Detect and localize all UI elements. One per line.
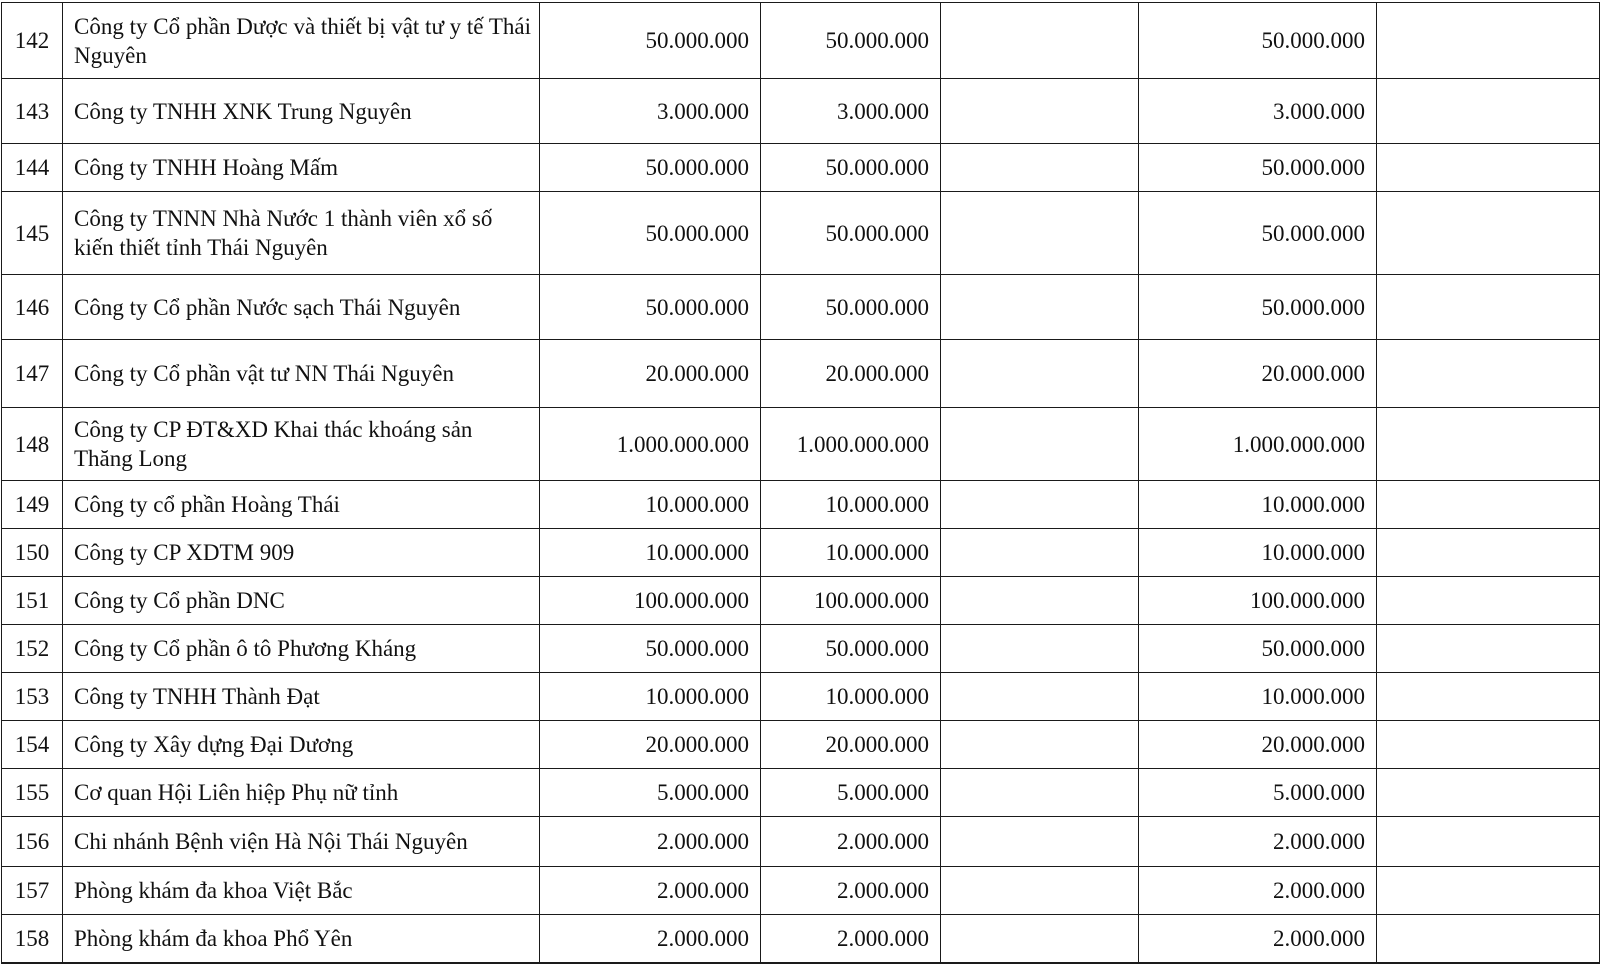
amount-cell: 5.000.000 <box>540 769 761 817</box>
table-row <box>2 867 1600 915</box>
empty-cell <box>941 817 1139 867</box>
organization-name: Công ty Cổ phần Nước sạch Thái Nguyên <box>63 275 540 340</box>
amount-cell: 2.000.000 <box>761 867 941 915</box>
empty-cell <box>1377 673 1600 721</box>
amount-cell: 50.000.000 <box>761 144 941 192</box>
table-row <box>2 915 1600 963</box>
amount-cell: 100.000.000 <box>540 577 761 625</box>
table-row <box>2 144 1600 192</box>
empty-cell <box>1377 192 1600 275</box>
row-number: 149 <box>2 481 63 529</box>
table-row <box>2 408 1600 481</box>
row-number: 157 <box>2 867 63 915</box>
amount-cell: 50.000.000 <box>540 144 761 192</box>
empty-cell <box>1377 817 1600 867</box>
empty-cell <box>941 769 1139 817</box>
organization-name: Phòng khám đa khoa Việt Bắc <box>63 867 540 915</box>
amount-cell: 1.000.000.000 <box>761 408 941 481</box>
organization-name: Công ty Cổ phần Dược và thiết bị vật tư y tế Thái Nguyên <box>63 3 540 79</box>
table-row <box>2 340 1600 408</box>
amount-cell: 100.000.000 <box>761 577 941 625</box>
empty-cell <box>941 144 1139 192</box>
amount-cell: 10.000.000 <box>761 529 941 577</box>
amount-cell: 20.000.000 <box>761 721 941 769</box>
amount-cell: 50.000.000 <box>1139 275 1377 340</box>
amount-cell: 10.000.000 <box>1139 481 1377 529</box>
empty-cell <box>941 275 1139 340</box>
empty-cell <box>941 867 1139 915</box>
empty-cell <box>941 673 1139 721</box>
table-row <box>2 79 1600 144</box>
empty-cell <box>941 340 1139 408</box>
amount-cell: 5.000.000 <box>1139 769 1377 817</box>
amount-cell: 2.000.000 <box>1139 817 1377 867</box>
amount-cell: 10.000.000 <box>540 481 761 529</box>
row-number: 145 <box>2 192 63 275</box>
empty-cell <box>1377 625 1600 673</box>
amount-cell: 50.000.000 <box>761 625 941 673</box>
organization-name: Công ty Cổ phần vật tư NN Thái Nguyên <box>63 340 540 408</box>
amount-cell: 2.000.000 <box>761 915 941 963</box>
empty-cell <box>941 79 1139 144</box>
organization-name: Công ty Xây dựng Đại Dương <box>63 721 540 769</box>
row-number: 146 <box>2 275 63 340</box>
amount-cell: 50.000.000 <box>1139 144 1377 192</box>
row-number: 158 <box>2 915 63 963</box>
empty-cell <box>941 481 1139 529</box>
empty-cell <box>1377 340 1600 408</box>
amount-cell: 50.000.000 <box>540 275 761 340</box>
amount-cell: 5.000.000 <box>761 769 941 817</box>
organization-name: Chi nhánh Bệnh viện Hà Nội Thái Nguyên <box>63 817 540 867</box>
table-row <box>2 625 1600 673</box>
table-row <box>2 275 1600 340</box>
amount-cell: 2.000.000 <box>1139 915 1377 963</box>
amount-cell: 50.000.000 <box>1139 3 1377 79</box>
row-number: 143 <box>2 79 63 144</box>
amount-cell: 3.000.000 <box>1139 79 1377 144</box>
amount-cell: 10.000.000 <box>761 673 941 721</box>
amount-cell: 2.000.000 <box>1139 867 1377 915</box>
empty-cell <box>941 529 1139 577</box>
amount-cell: 2.000.000 <box>540 915 761 963</box>
empty-cell <box>1377 144 1600 192</box>
table-row <box>2 673 1600 721</box>
organization-name: Công ty cổ phần Hoàng Thái <box>63 481 540 529</box>
amount-cell: 2.000.000 <box>540 817 761 867</box>
row-number: 144 <box>2 144 63 192</box>
amount-cell: 10.000.000 <box>540 529 761 577</box>
amount-cell: 20.000.000 <box>761 340 941 408</box>
amount-cell: 20.000.000 <box>540 340 761 408</box>
empty-cell <box>941 192 1139 275</box>
donation-table <box>1 2 1600 964</box>
table-row <box>2 192 1600 275</box>
table-row <box>2 817 1600 867</box>
amount-cell: 10.000.000 <box>1139 673 1377 721</box>
row-number: 155 <box>2 769 63 817</box>
amount-cell: 50.000.000 <box>761 3 941 79</box>
amount-cell: 2.000.000 <box>540 867 761 915</box>
amount-cell: 50.000.000 <box>540 625 761 673</box>
empty-cell <box>1377 275 1600 340</box>
amount-cell: 2.000.000 <box>761 817 941 867</box>
empty-cell <box>941 3 1139 79</box>
empty-cell <box>941 721 1139 769</box>
amount-cell: 1.000.000.000 <box>1139 408 1377 481</box>
row-number: 148 <box>2 408 63 481</box>
empty-cell <box>1377 481 1600 529</box>
amount-cell: 1.000.000.000 <box>540 408 761 481</box>
row-number: 150 <box>2 529 63 577</box>
amount-cell: 50.000.000 <box>1139 625 1377 673</box>
empty-cell <box>1377 79 1600 144</box>
empty-cell <box>1377 721 1600 769</box>
organization-name: Công ty CP XDTM 909 <box>63 529 540 577</box>
empty-cell <box>1377 577 1600 625</box>
amount-cell: 50.000.000 <box>540 192 761 275</box>
empty-cell <box>1377 408 1600 481</box>
organization-name: Công ty TNHH Hoàng Mấm <box>63 144 540 192</box>
row-number: 142 <box>2 3 63 79</box>
row-number: 152 <box>2 625 63 673</box>
empty-cell <box>1377 867 1600 915</box>
table-row <box>2 577 1600 625</box>
empty-cell <box>941 408 1139 481</box>
organization-name: Công ty TNHH Thành Đạt <box>63 673 540 721</box>
row-number: 153 <box>2 673 63 721</box>
empty-cell <box>941 625 1139 673</box>
amount-cell: 100.000.000 <box>1139 577 1377 625</box>
amount-cell: 50.000.000 <box>761 192 941 275</box>
amount-cell: 20.000.000 <box>540 721 761 769</box>
empty-cell <box>1377 529 1600 577</box>
organization-name: Công ty Cổ phần DNC <box>63 577 540 625</box>
empty-cell <box>1377 769 1600 817</box>
row-number: 154 <box>2 721 63 769</box>
table-row <box>2 3 1600 79</box>
amount-cell: 3.000.000 <box>761 79 941 144</box>
amount-cell: 20.000.000 <box>1139 340 1377 408</box>
amount-cell: 10.000.000 <box>540 673 761 721</box>
empty-cell <box>1377 3 1600 79</box>
amount-cell: 3.000.000 <box>540 79 761 144</box>
empty-cell <box>941 577 1139 625</box>
organization-name: Công ty TNHH XNK Trung Nguyên <box>63 79 540 144</box>
row-number: 151 <box>2 577 63 625</box>
amount-cell: 10.000.000 <box>1139 529 1377 577</box>
organization-name: Cơ quan Hội Liên hiệp Phụ nữ tỉnh <box>63 769 540 817</box>
organization-name: Công ty TNNN Nhà Nước 1 thành viên xổ số kiến thiết tỉnh Thái Nguyên <box>63 192 540 275</box>
organization-name: Phòng khám đa khoa Phổ Yên <box>63 915 540 963</box>
table-row <box>2 529 1600 577</box>
table-row <box>2 481 1600 529</box>
amount-cell: 50.000.000 <box>1139 192 1377 275</box>
amount-cell: 50.000.000 <box>540 3 761 79</box>
row-number: 147 <box>2 340 63 408</box>
amount-cell: 50.000.000 <box>761 275 941 340</box>
empty-cell <box>1377 915 1600 963</box>
table-row <box>2 721 1600 769</box>
empty-cell <box>941 915 1139 963</box>
row-number: 156 <box>2 817 63 867</box>
table-row <box>2 769 1600 817</box>
organization-name: Công ty Cổ phần ô tô Phương Kháng <box>63 625 540 673</box>
amount-cell: 10.000.000 <box>761 481 941 529</box>
amount-cell: 20.000.000 <box>1139 721 1377 769</box>
organization-name: Công ty CP ĐT&XD Khai thác khoáng sản Thăng Long <box>63 408 540 481</box>
